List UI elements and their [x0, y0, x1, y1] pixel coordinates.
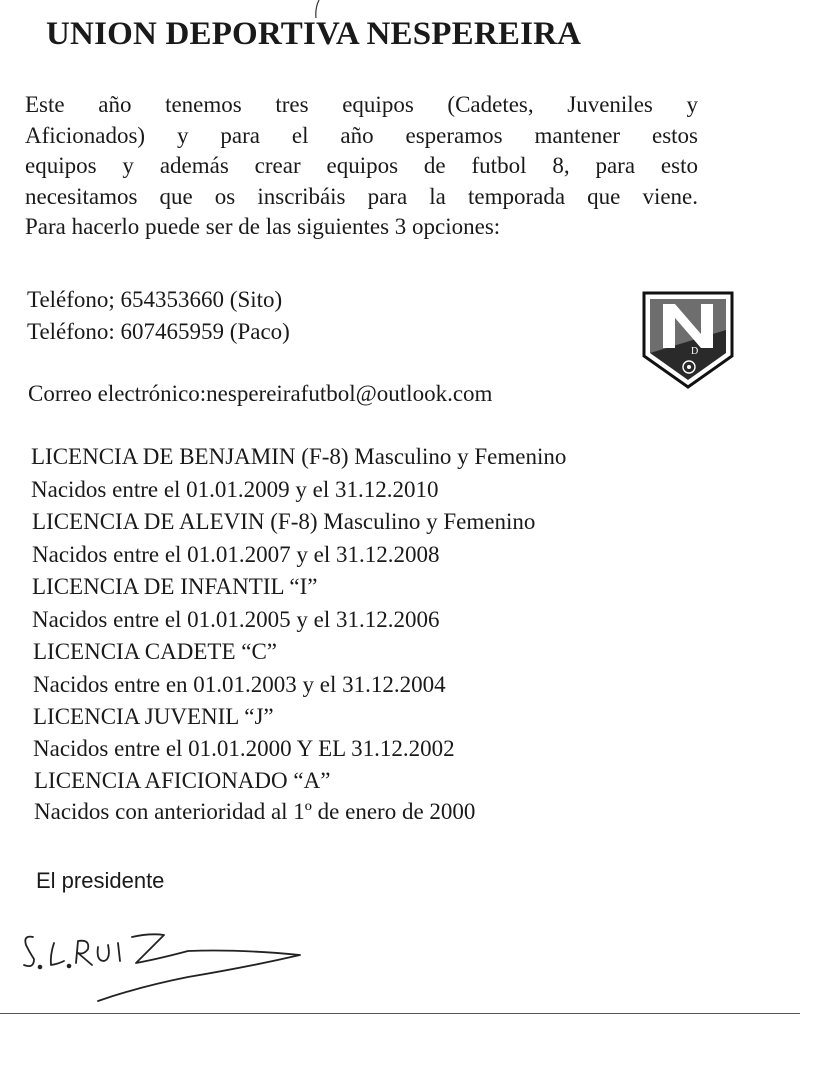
intro-line: Para hacerlo puede ser de las siguientes 3 opciones:	[25, 214, 501, 239]
license-name-alevin: LICENCIA DE ALEVIN (F-8) Masculino y Femenino	[32, 509, 536, 534]
license-name-juvenil: LICENCIA JUVENIL “J”	[33, 704, 274, 729]
bottom-divider	[0, 1013, 800, 1014]
handwritten-signature	[18, 915, 318, 1015]
license-name-aficionado: LICENCIA AFICIONADO “A”	[34, 768, 331, 793]
club-crest-logo	[641, 290, 735, 390]
license-dates-aficionado: Nacidos con anterioridad al 1º de enero de 2000	[34, 799, 476, 824]
intro-paragraph	[25, 90, 698, 243]
license-dates-cadete: Nacidos entre en 01.01.2003 y el 31.12.2004	[33, 672, 446, 697]
intro-line: Este año tenemos tres equipos (Cadetes, Juveniles y	[25, 92, 698, 117]
license-dates-juvenil: Nacidos entre el 01.01.2000 Y EL 31.12.2002	[33, 736, 455, 761]
license-dates-alevin: Nacidos entre el 01.01.2007 y el 31.12.2008	[32, 542, 440, 567]
intro-line: Aficionados) y para el año esperamos mantener estos	[25, 122, 698, 148]
document-title: UNION DEPORTIVA NESPEREIRA	[46, 16, 582, 52]
license-name-infantil: LICENCIA DE INFANTIL “I”	[32, 574, 318, 599]
license-name-benjamin: LICENCIA DE BENJAMIN (F-8) Masculino y Femenino	[31, 444, 567, 469]
phone-line-sito: Teléfono; 654353660 (Sito)	[27, 287, 283, 312]
intro-line: necesitamos que os inscribáis para la temporada que viene.	[25, 183, 698, 209]
license-name-cadete: LICENCIA CADETE “C”	[33, 639, 278, 664]
closing-president: El presidente	[36, 868, 165, 893]
intro-line: equipos y además crear equipos de futbol 8, para esto	[25, 153, 698, 178]
svg-text:D: D	[691, 346, 699, 357]
license-dates-infantil: Nacidos entre el 01.01.2005 y el 31.12.2006	[32, 607, 440, 632]
license-dates-benjamin: Nacidos entre el 01.01.2009 y el 31.12.2010	[31, 477, 439, 502]
phone-line-paco: Teléfono: 607465959 (Paco)	[27, 319, 290, 344]
email-line: Correo electrónico:nespereirafutbol@outlook.com	[28, 381, 493, 406]
